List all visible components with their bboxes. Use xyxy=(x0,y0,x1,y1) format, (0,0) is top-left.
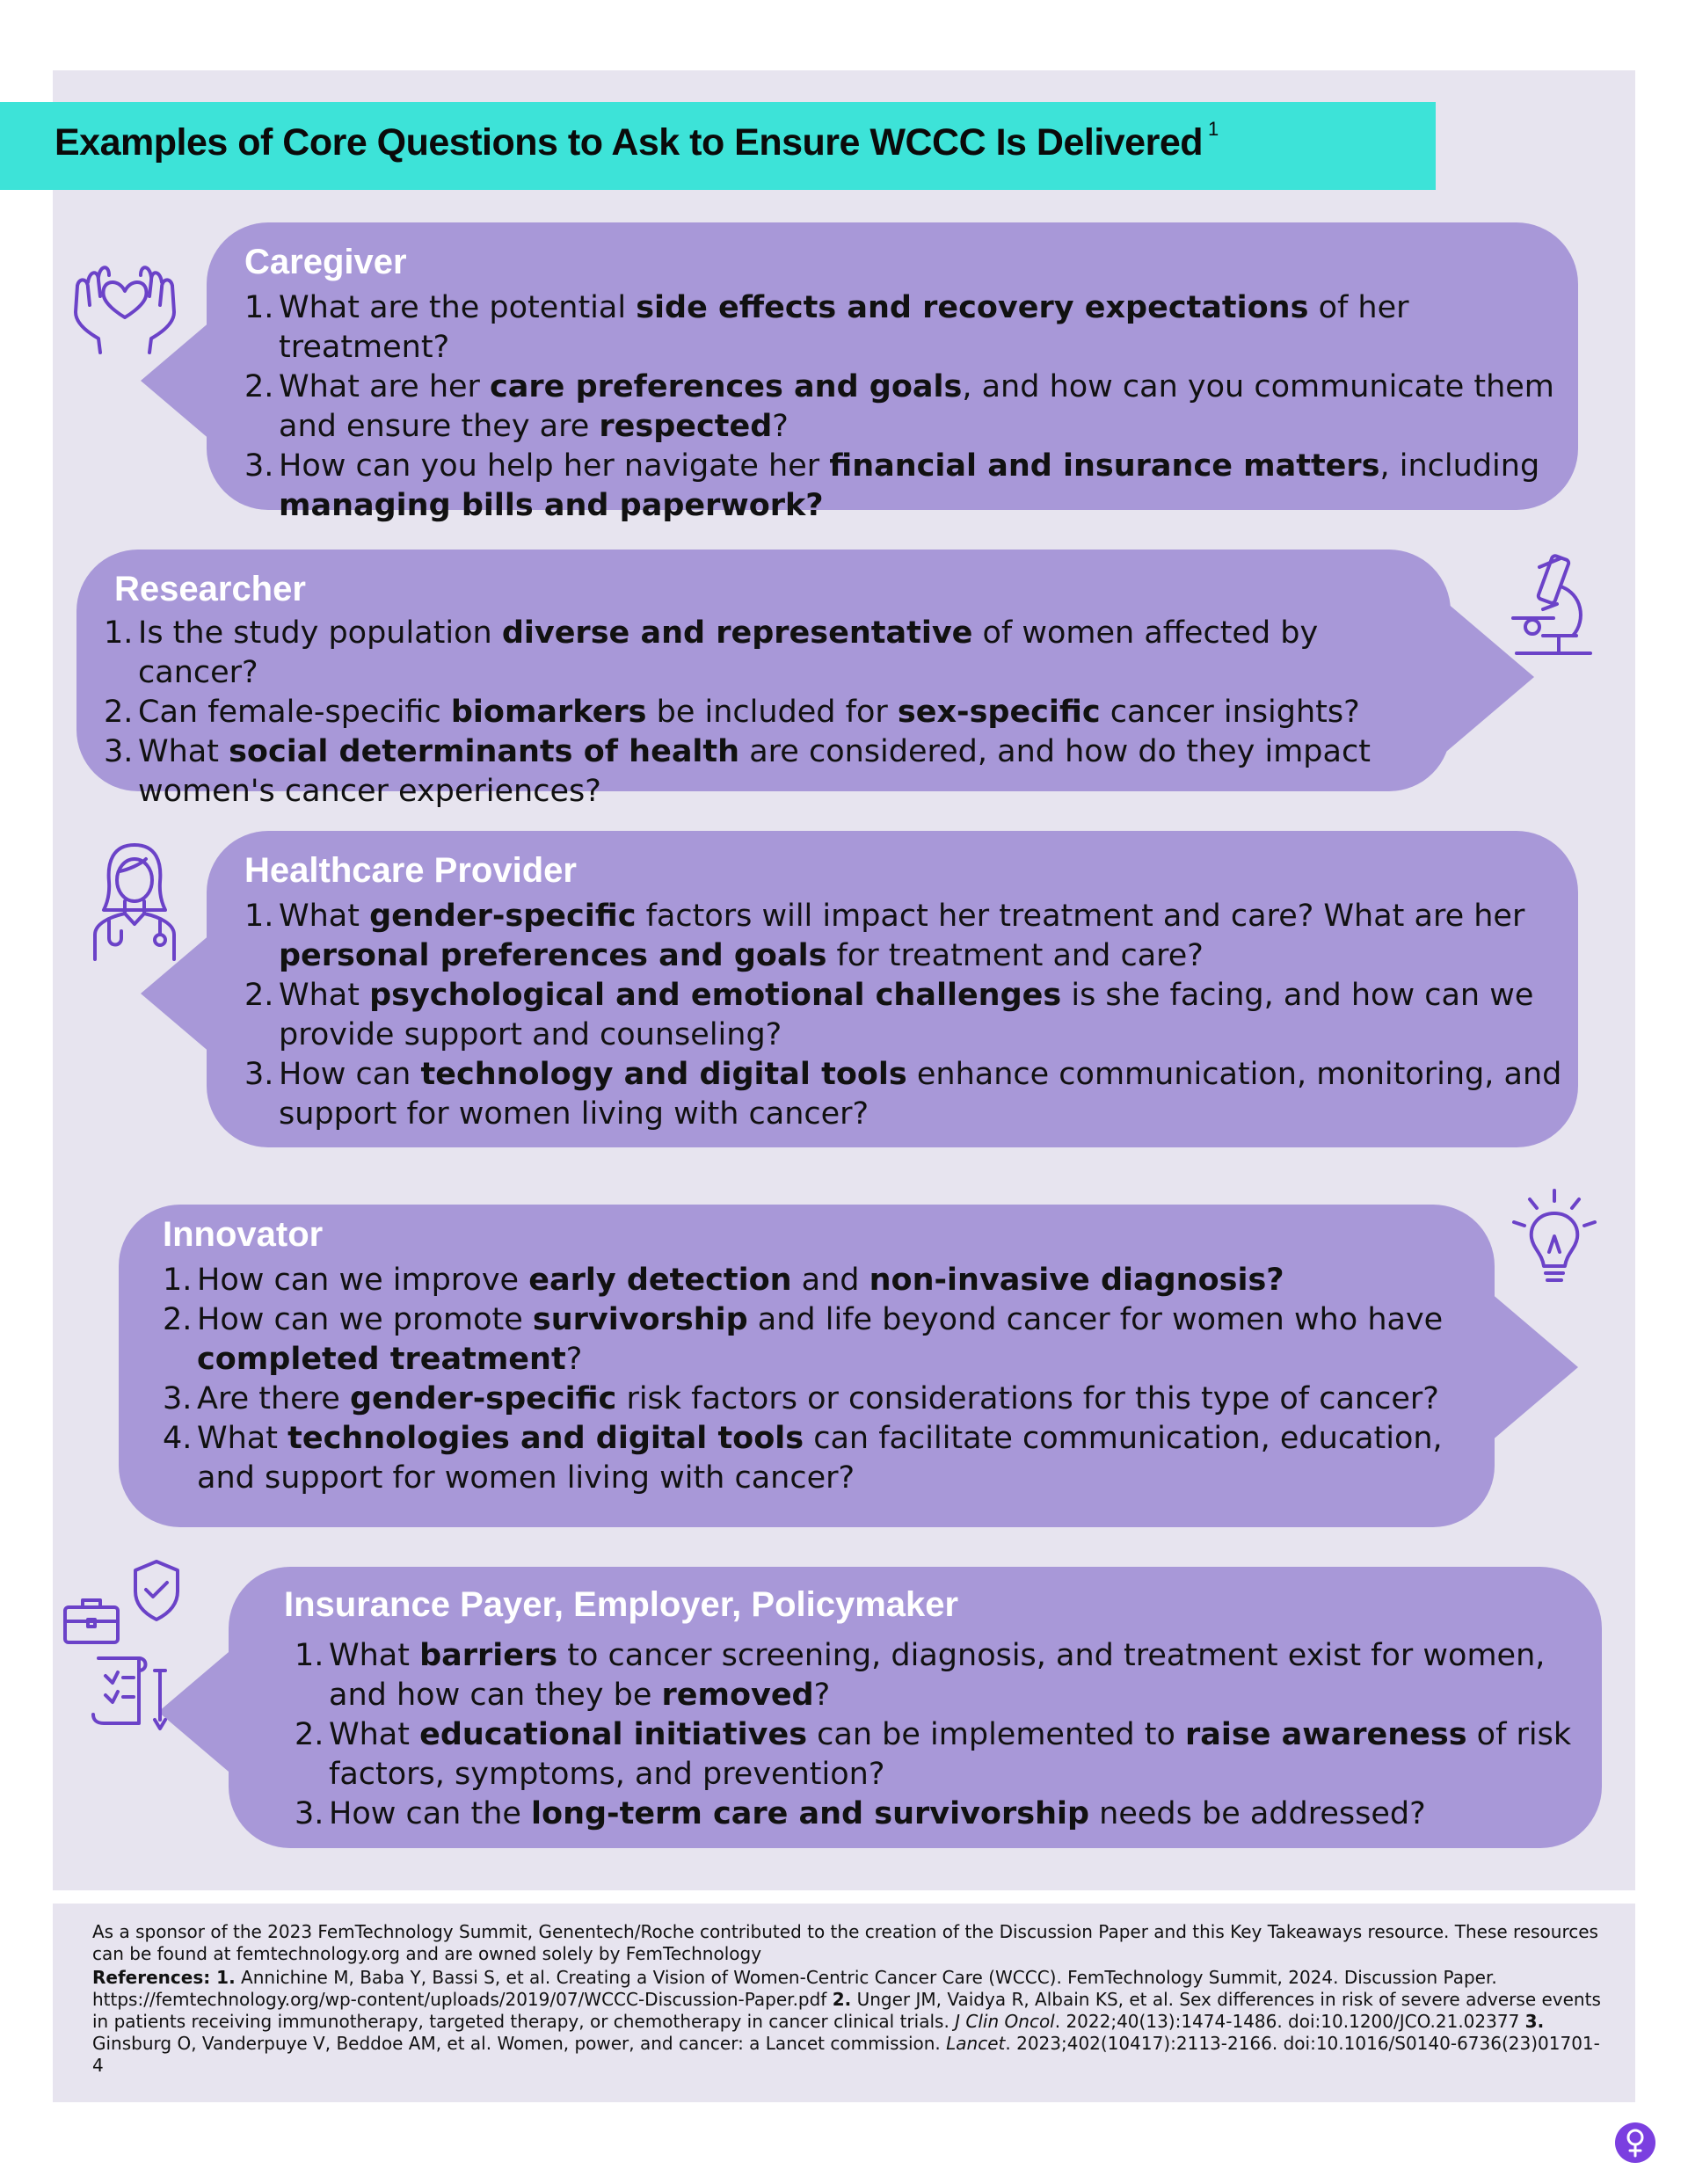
question-emphasis: diverse and representative xyxy=(501,615,973,651)
question-emphasis: completed treatment xyxy=(197,1342,566,1377)
question-emphasis: social determinants of health xyxy=(229,734,740,769)
question-number: 3. xyxy=(244,448,274,484)
question-list-healthcare-provider xyxy=(244,897,1563,1134)
question-text: What xyxy=(279,899,370,934)
question-text: enhance communication, monitoring, and support for women living with cancer? xyxy=(279,1057,1562,1132)
question-text: can be implemented to xyxy=(807,1717,1185,1752)
section-role-innovator: Innovator xyxy=(163,1215,324,1254)
reference-text: . 2023;402(10417):2113-2166. doi:10.1016/S0140-6736(23)01701-4 xyxy=(92,2033,1600,2076)
question-list-researcher xyxy=(104,614,1440,812)
question-text: risk factors or considerations for this type of cancer? xyxy=(616,1381,1439,1416)
reference-text: Ginsburg O, Vanderpuye V, Beddoe AM, et al. Women, power, and cancer: a Lancet commission. xyxy=(92,2033,947,2054)
briefcase-shield-checklist-icon xyxy=(62,1556,193,1732)
reference-text: Annichine M, Baba Y, Bassi S, et al. Creating a Vision of Women-Centric Cancer Care (WCCC). FemTechnology Summit, 2024. Discussion Paper. https://femtechnology.org/wp-content/uploads/2019/07/WCCC-Discussion-Paper.pdf xyxy=(92,1967,1497,2010)
question-text: be included for xyxy=(646,695,898,730)
question-number: 1. xyxy=(244,899,274,934)
reference-text: Lancet xyxy=(946,2033,1006,2054)
question-emphasis: biomarkers xyxy=(450,695,647,730)
question-number: 3. xyxy=(104,734,134,769)
question-number: 3. xyxy=(244,1057,274,1092)
question-text: of women affected by cancer? xyxy=(138,615,1319,690)
question-number: 2. xyxy=(163,1302,193,1337)
reference-text: . 2022;40(13):1474-1486. doi:10.1200/JCO.21.02377 xyxy=(1054,2011,1525,2032)
question-number: 1. xyxy=(244,290,274,325)
question-item xyxy=(295,1715,1578,1795)
question-emphasis: non-invasive diagnosis? xyxy=(869,1263,1284,1298)
hands-heart-icon xyxy=(69,251,181,356)
question-text: ? xyxy=(772,409,789,444)
question-text: Is the study population xyxy=(138,615,502,651)
question-item xyxy=(244,976,1563,1055)
question-item xyxy=(295,1636,1578,1715)
question-number: 1. xyxy=(295,1638,324,1673)
question-emphasis: psychological and emotional challenges xyxy=(369,978,1062,1013)
question-emphasis: personal preferences and goals xyxy=(279,938,827,973)
question-text: to cancer screening, diagnosis, and treatment exist for women, and how can they be xyxy=(329,1638,1546,1713)
question-item xyxy=(244,368,1563,447)
page-title: Examples of Core Questions to Ask to Ensure WCCC Is Delivered $^1$ xyxy=(55,118,1219,164)
doctor-icon xyxy=(86,840,183,963)
section-role-researcher: Researcher xyxy=(114,570,306,608)
question-emphasis: side effects and recovery expectations xyxy=(636,290,1309,325)
question-text: and life beyond cancer for women who have xyxy=(747,1302,1444,1337)
question-item xyxy=(163,1300,1499,1380)
question-emphasis: raise awareness xyxy=(1185,1717,1467,1752)
question-item xyxy=(244,897,1563,976)
question-number: 2. xyxy=(295,1717,324,1752)
question-text: for treatment and care? xyxy=(826,938,1204,973)
section-role-payer-employer-policymaker: Insurance Payer, Employer, Policymaker xyxy=(284,1585,959,1624)
question-emphasis: barriers xyxy=(419,1638,558,1673)
question-item xyxy=(104,732,1440,812)
microscope-icon xyxy=(1508,550,1596,659)
question-number: 1. xyxy=(163,1263,193,1298)
question-text: What are the potential xyxy=(279,290,637,325)
question-emphasis: managing bills and paperwork? xyxy=(279,488,824,523)
question-text: ? xyxy=(565,1342,583,1377)
question-text: How can the xyxy=(329,1796,532,1831)
question-text: How can xyxy=(279,1057,421,1092)
femtechnology-logo xyxy=(1615,2122,1655,2163)
sponsor-disclosure: As a sponsor of the 2023 FemTechnology Summit, Genentech/Roche contributed to the creation of the Discussion Paper and this Key Takeaways resource. These resources can be found at femtechnology.org and are owned solely by FemTechnology xyxy=(92,1921,1598,1964)
question-item xyxy=(244,288,1563,368)
question-text: can facilitate communication, education, and support for women living with cancer? xyxy=(197,1421,1443,1496)
question-text: What xyxy=(329,1638,420,1673)
question-list-innovator xyxy=(163,1261,1499,1498)
question-item xyxy=(163,1261,1499,1300)
question-text: factors will impact her treatment and care? What are her xyxy=(636,899,1525,934)
question-text: of her treatment? xyxy=(279,290,1409,365)
question-emphasis: gender-specific xyxy=(349,1381,617,1416)
question-emphasis: survivorship xyxy=(532,1302,748,1337)
question-emphasis: sex-specific xyxy=(897,695,1101,730)
lightbulb-icon xyxy=(1510,1187,1598,1291)
footer xyxy=(53,1904,1635,2102)
reference-text: References: 1. xyxy=(92,1967,236,1988)
question-number: 2. xyxy=(244,978,274,1013)
question-text: needs be addressed? xyxy=(1089,1796,1426,1831)
question-item xyxy=(104,614,1440,693)
question-emphasis: technology and digital tools xyxy=(420,1057,907,1092)
question-item xyxy=(244,447,1563,526)
question-list-caregiver xyxy=(244,288,1563,526)
question-emphasis: long-term care and survivorship xyxy=(531,1796,1090,1831)
question-text: is she facing, and how can we provide support and counseling? xyxy=(279,978,1534,1052)
references xyxy=(92,1967,1604,2077)
question-list-payer-employer-policymaker xyxy=(295,1636,1578,1834)
question-number: 4. xyxy=(163,1421,193,1456)
question-emphasis: gender-specific xyxy=(369,899,637,934)
question-emphasis: technologies and digital tools xyxy=(287,1421,804,1456)
question-emphasis: early detection xyxy=(528,1263,792,1298)
section-role-healthcare-provider: Healthcare Provider xyxy=(244,851,577,890)
question-text: What xyxy=(197,1421,288,1456)
question-emphasis: financial and insurance matters xyxy=(829,448,1380,484)
question-number: 2. xyxy=(104,695,134,730)
reference-text: 3. xyxy=(1524,2011,1545,2032)
question-emphasis: respected xyxy=(599,409,773,444)
question-text: of risk factors, symptoms, and prevention? xyxy=(329,1717,1572,1792)
question-text: Are there xyxy=(197,1381,350,1416)
question-text: What xyxy=(279,978,370,1013)
question-text: How can we improve xyxy=(197,1263,529,1298)
question-emphasis: care preferences and goals xyxy=(490,369,963,404)
question-item xyxy=(295,1795,1578,1834)
section-role-caregiver: Caregiver xyxy=(244,243,407,281)
question-text: What xyxy=(138,734,229,769)
question-text: How can you help her navigate her xyxy=(279,448,830,484)
question-number: 2. xyxy=(244,369,274,404)
question-emphasis: educational initiatives xyxy=(419,1717,808,1752)
question-text: , including xyxy=(1379,448,1540,484)
question-item xyxy=(163,1380,1499,1419)
question-number: 1. xyxy=(104,615,134,651)
question-item xyxy=(104,693,1440,732)
question-item xyxy=(244,1055,1563,1134)
reference-text: J Clin Oncol xyxy=(955,2011,1055,2032)
question-text: ? xyxy=(813,1678,831,1713)
question-text: How can we promote xyxy=(197,1302,533,1337)
question-text: and xyxy=(791,1263,869,1298)
question-text: cancer insights? xyxy=(1100,695,1360,730)
question-text: What xyxy=(329,1717,420,1752)
question-item xyxy=(163,1419,1499,1498)
reference-text: Unger JM, Vaidya R, Albain KS, et al. Sex differences in risk of severe adverse events in patients receiving immunotherapy, targeted therapy, or chemotherapy in cancer clinical trials. xyxy=(92,1989,1601,2032)
question-text: , and how can you communicate them and ensure they are xyxy=(279,369,1554,444)
question-text: are considered, and how do they impact women's cancer experiences? xyxy=(138,734,1371,809)
question-number: 3. xyxy=(163,1381,193,1416)
female-symbol-icon xyxy=(1615,2122,1655,2163)
question-text: What are her xyxy=(279,369,491,404)
question-text: Can female-specific xyxy=(138,695,451,730)
title-footnote: 1 xyxy=(1208,118,1219,140)
question-emphasis: removed xyxy=(661,1678,814,1713)
question-number: 3. xyxy=(295,1796,324,1831)
reference-text: 2. xyxy=(832,1989,852,2010)
